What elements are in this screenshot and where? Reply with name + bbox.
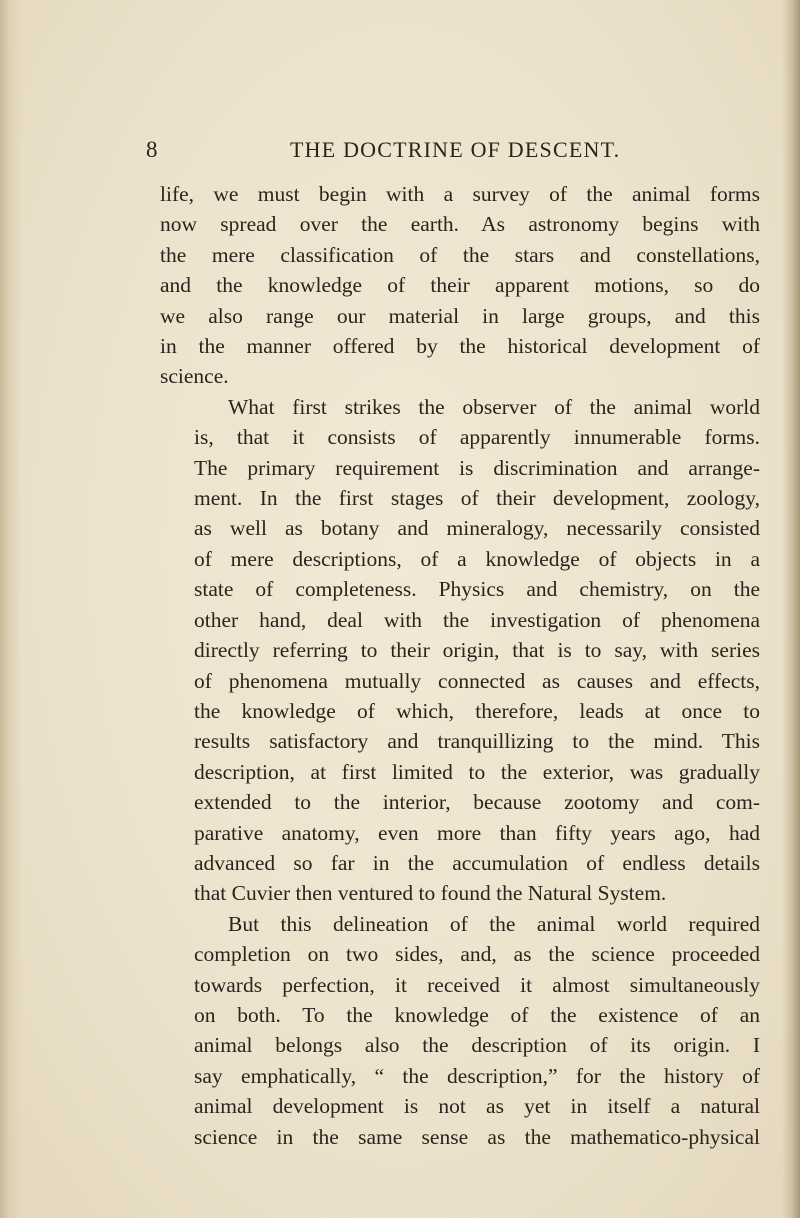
text-line: and the knowledge of their apparent motions, so do [160, 273, 760, 298]
paragraph-3 [160, 909, 760, 1152]
text-line: other hand, deal with the investigation of phenomena [194, 607, 760, 632]
text-line: parative anatomy, even more than fifty years ago, had [194, 820, 760, 845]
text-line: the mere classification of the stars and constellations, [160, 242, 760, 267]
paragraph-2 [160, 392, 760, 909]
text-line: towards perfection, it received it almost simultaneously [194, 972, 760, 997]
text-line: life, we must begin with a survey of the animal forms [160, 182, 760, 206]
text-line: results satisfactory and tranquillizing to the mind. This [194, 729, 760, 754]
text-line: What first strikes the observer of the animal world [228, 394, 760, 419]
text-line: directly referring to their origin, that is to say, with series [194, 638, 760, 663]
page-number: 8 [146, 137, 158, 162]
text-line: of mere descriptions, of a knowledge of objects in a [194, 546, 760, 571]
page-header [146, 137, 760, 167]
text-line: the knowledge of which, therefore, leads at once to [194, 698, 760, 723]
text-line: science. [160, 364, 229, 389]
text-line: that Cuvier then ventured to found the Natural System. [194, 881, 667, 906]
text-line: science in the same sense as the mathematico-physical [194, 1124, 760, 1149]
text-line: description, at first limited to the exterior, was gradually [194, 759, 760, 784]
text-line: completion on two sides, and, as the science proceeded [194, 942, 760, 967]
text-line: ment. In the first stages of their development, zoology, [194, 486, 760, 511]
text-line: now spread over the earth. As astronomy begins with [160, 212, 760, 237]
body-text [160, 179, 760, 1152]
text-line: The primary requirement is discrimination and arrange- [194, 455, 760, 480]
text-line: on both. To the knowledge of the existence of an [194, 1002, 760, 1027]
text-line: say emphatically, “ the description,” for the history of [194, 1063, 760, 1088]
text-line: animal development is not as yet in itself a natural [194, 1094, 760, 1119]
text-line: extended to the interior, because zootomy and com- [194, 790, 760, 815]
running-head: THE DOCTRINE OF DESCENT. [290, 137, 621, 162]
paragraph-1 [160, 179, 760, 392]
text-line: as well as botany and mineralogy, necessarily consisted [194, 516, 760, 541]
text-line: of phenomena mutually connected as causes and effects, [194, 668, 760, 693]
text-line: state of completeness. Physics and chemistry, on the [194, 577, 760, 602]
page-edge-shadow [782, 0, 800, 1218]
text-line: advanced so far in the accumulation of endless details [194, 850, 760, 875]
text-line: is, that it consists of apparently innumerable forms. [194, 425, 760, 450]
text-line: in the manner offered by the historical development of [160, 334, 760, 359]
text-line: we also range our material in large groups, and this [160, 303, 760, 328]
page-gutter-shadow [0, 0, 22, 1218]
text-line: animal belongs also the description of its origin. I [194, 1033, 760, 1058]
text-line: But this delineation of the animal world required [228, 911, 760, 936]
